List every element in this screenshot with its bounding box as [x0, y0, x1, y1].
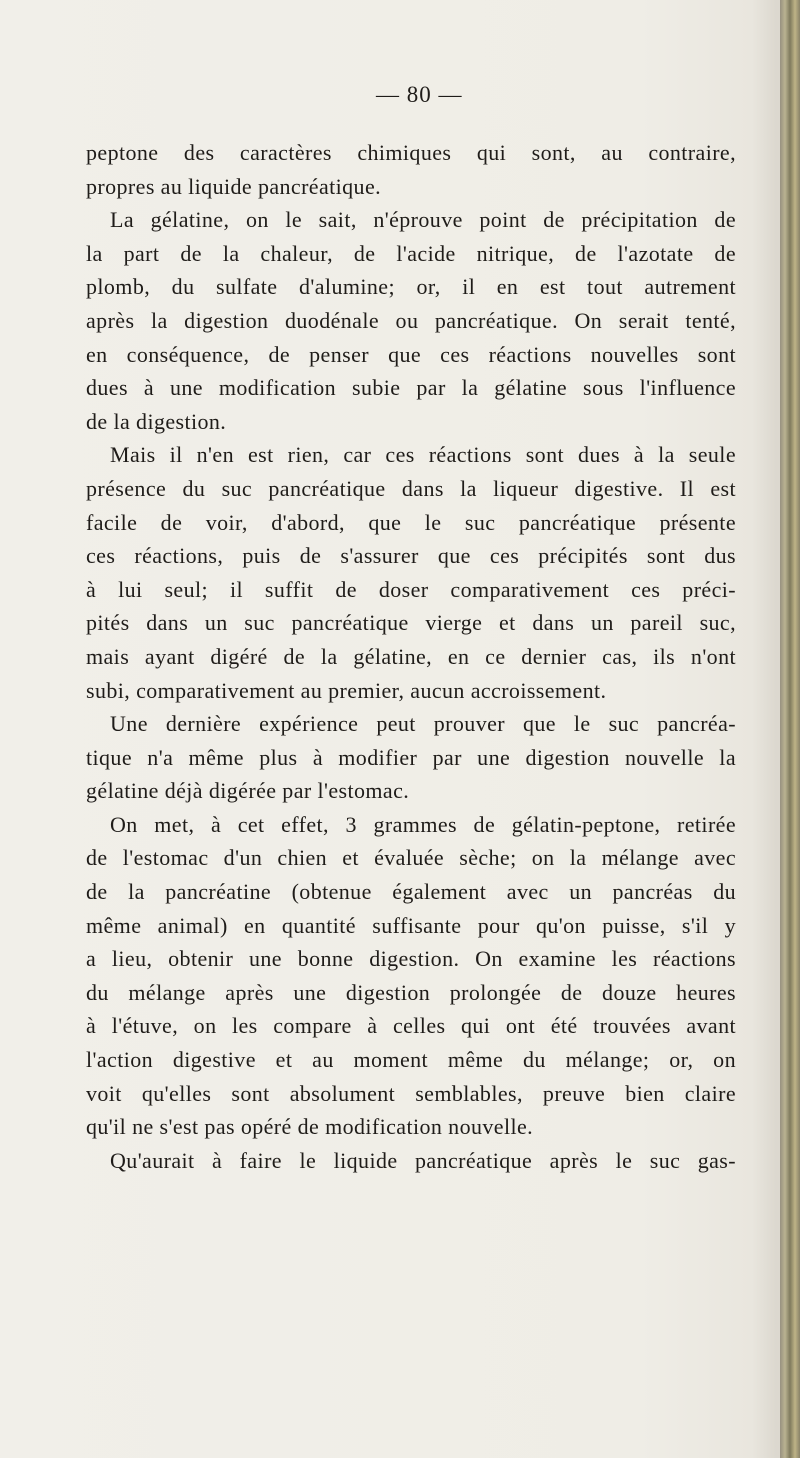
- text-line: qu'il ne s'est pas opéré de modification nouvelle.: [86, 1114, 534, 1140]
- text-line: du mélange après une digestion prolongée de douze heures: [86, 979, 736, 1005]
- page-number: — 80 —: [376, 82, 463, 107]
- text-line: mais ayant digéré de la gélatine, en ce dernier cas, ils n'ont: [86, 643, 736, 669]
- text-line: propres au liquide pancréatique.: [86, 173, 382, 199]
- text-line: peptone des caractères chimiques qui sont, au contraire,: [86, 140, 736, 165]
- text-line: dues à une modification subie par la gélatine sous l'influence: [86, 375, 736, 401]
- text-line: à lui seul; il suffit de doser comparativement ces préci-: [86, 576, 736, 602]
- text-line: de la digestion.: [86, 408, 227, 434]
- text-line: présence du suc pancréatique dans la liqueur digestive. Il est: [86, 475, 736, 501]
- text-line: l'action digestive et au moment même du mélange; or, on: [86, 1047, 736, 1073]
- text-line: subi, comparativement au premier, aucun accroissement.: [86, 677, 607, 703]
- body-text: [86, 136, 736, 1177]
- text-line: On met, à cet effet, 3 grammes de gélatin-peptone, retirée: [110, 811, 736, 837]
- text-line: pités dans un suc pancréatique vierge et dans un pareil suc,: [86, 610, 736, 636]
- text-line: Mais il n'en est rien, car ces réactions sont dues à la seule: [110, 442, 736, 468]
- text-line: ces réactions, puis de s'assurer que ces précipités sont dus: [86, 543, 736, 569]
- text-line: de l'estomac d'un chien et évaluée sèche; on la mélange avec: [86, 845, 736, 871]
- text-line: Une dernière expérience peut prouver que le suc pancréa-: [110, 711, 736, 737]
- page-edge: [780, 0, 800, 1458]
- text-line: facile de voir, d'abord, que le suc pancréatique présente: [86, 509, 736, 535]
- text-line: en conséquence, de penser que ces réactions nouvelles sont: [86, 341, 736, 367]
- text-line: tique n'a même plus à modifier par une digestion nouvelle la: [86, 744, 736, 770]
- text-line: même animal) en quantité suffisante pour qu'on puisse, s'il y: [86, 912, 736, 938]
- text-line: a lieu, obtenir une bonne digestion. On examine les réactions: [86, 946, 736, 972]
- text-line: La gélatine, on le sait, n'éprouve point de précipitation de: [110, 207, 736, 233]
- text-line: Qu'aurait à faire le liquide pancréatique après le suc gas-: [110, 1147, 736, 1173]
- text-line: de la pancréatine (obtenue également avec un pancréas du: [86, 879, 736, 905]
- text-line: voit qu'elles sont absolument semblables, preuve bien claire: [86, 1080, 736, 1106]
- text-line: après la digestion duodénale ou pancréatique. On serait tenté,: [86, 307, 736, 333]
- text-line: la part de la chaleur, de l'acide nitrique, de l'azotate de: [86, 240, 736, 266]
- text-line: à l'étuve, on les compare à celles qui ont été trouvées avant: [86, 1013, 736, 1039]
- text-line: gélatine déjà digérée par l'estomac.: [86, 778, 410, 804]
- text-line: plomb, du sulfate d'alumine; or, il en est tout autrement: [86, 274, 736, 300]
